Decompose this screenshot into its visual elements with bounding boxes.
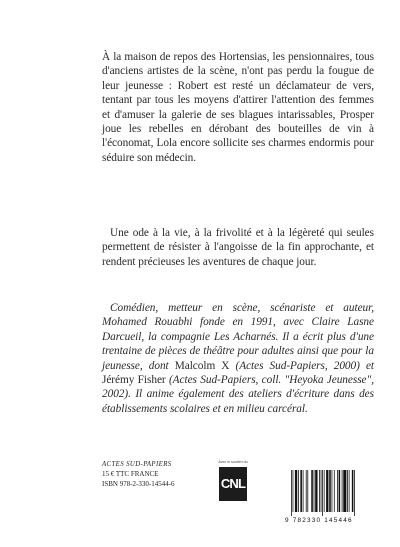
summary-text xyxy=(102,50,374,165)
ean-13-barcode-icon xyxy=(285,470,375,516)
bio-part-1: Comédien, metteur en scène, scénariste et auteur, Mohamed Rouabhi fonde en 1991, avec Claire Lasne Darcueil, la compagnie Les Acharnés. Il a écrit plus d'une trentaine de pièces de théâtre pour adultes ainsi que pour la jeunesse, dont xyxy=(102,302,374,372)
cnl-caption: Avec le soutien du xyxy=(218,460,248,464)
ode-paragraph xyxy=(102,226,374,269)
barcode xyxy=(285,470,375,528)
bio-title-malcolm-x: Malcolm X xyxy=(174,359,230,372)
bio-part-2: (Actes Sud-Papiers, 2000) et xyxy=(229,359,374,372)
cnl-logo-icon xyxy=(219,467,247,501)
isbn: ISBN 978-2-330-14544-6 xyxy=(102,479,175,488)
bio-text xyxy=(102,301,374,416)
barcode-digits: 9 782330 145446 xyxy=(285,517,353,524)
ode-text: Une ode à la vie, à la frivolité et à la légèreté qui seules permettent de résister à l'angoisse de la fin approchante, et rendent précieuses les aventures de chaque jour. xyxy=(102,227,374,268)
author-biography xyxy=(102,301,374,416)
publisher-name: ACTES SUD-PAPIERS xyxy=(102,461,172,468)
publisher-footer xyxy=(102,460,175,489)
cnl-support xyxy=(215,460,251,510)
cnl-logo-text: CNL xyxy=(220,476,246,491)
price: 15 € TTC FRANCE xyxy=(102,469,159,478)
bio-part-3: (Actes Sud-Papiers, coll. "Heyoka Jeunesse", 2002). Il anime également des ateliers d'écriture dans des établissements scolaires et en milieu carcéral. xyxy=(102,374,374,415)
bio-title-jeremy-fisher: Jérémy Fisher xyxy=(102,374,166,387)
summary-paragraph: À la maison de repos des Hortensias, les pensionnaires, tous d'anciens artistes de la scène, n'ont pas perdu la fougue de leur jeunesse : Robert est resté un déclamateur de vers, tentant par tous les moyens d'attirer l'attention des femmes et d'amuser la galerie de ses blagues intarissables, Prosper joue les rebelles en dérobant des bouteilles de vin à l'économat, Lola encore sollicite ses charmes endormis pour séduire son médecin. xyxy=(102,51,374,164)
